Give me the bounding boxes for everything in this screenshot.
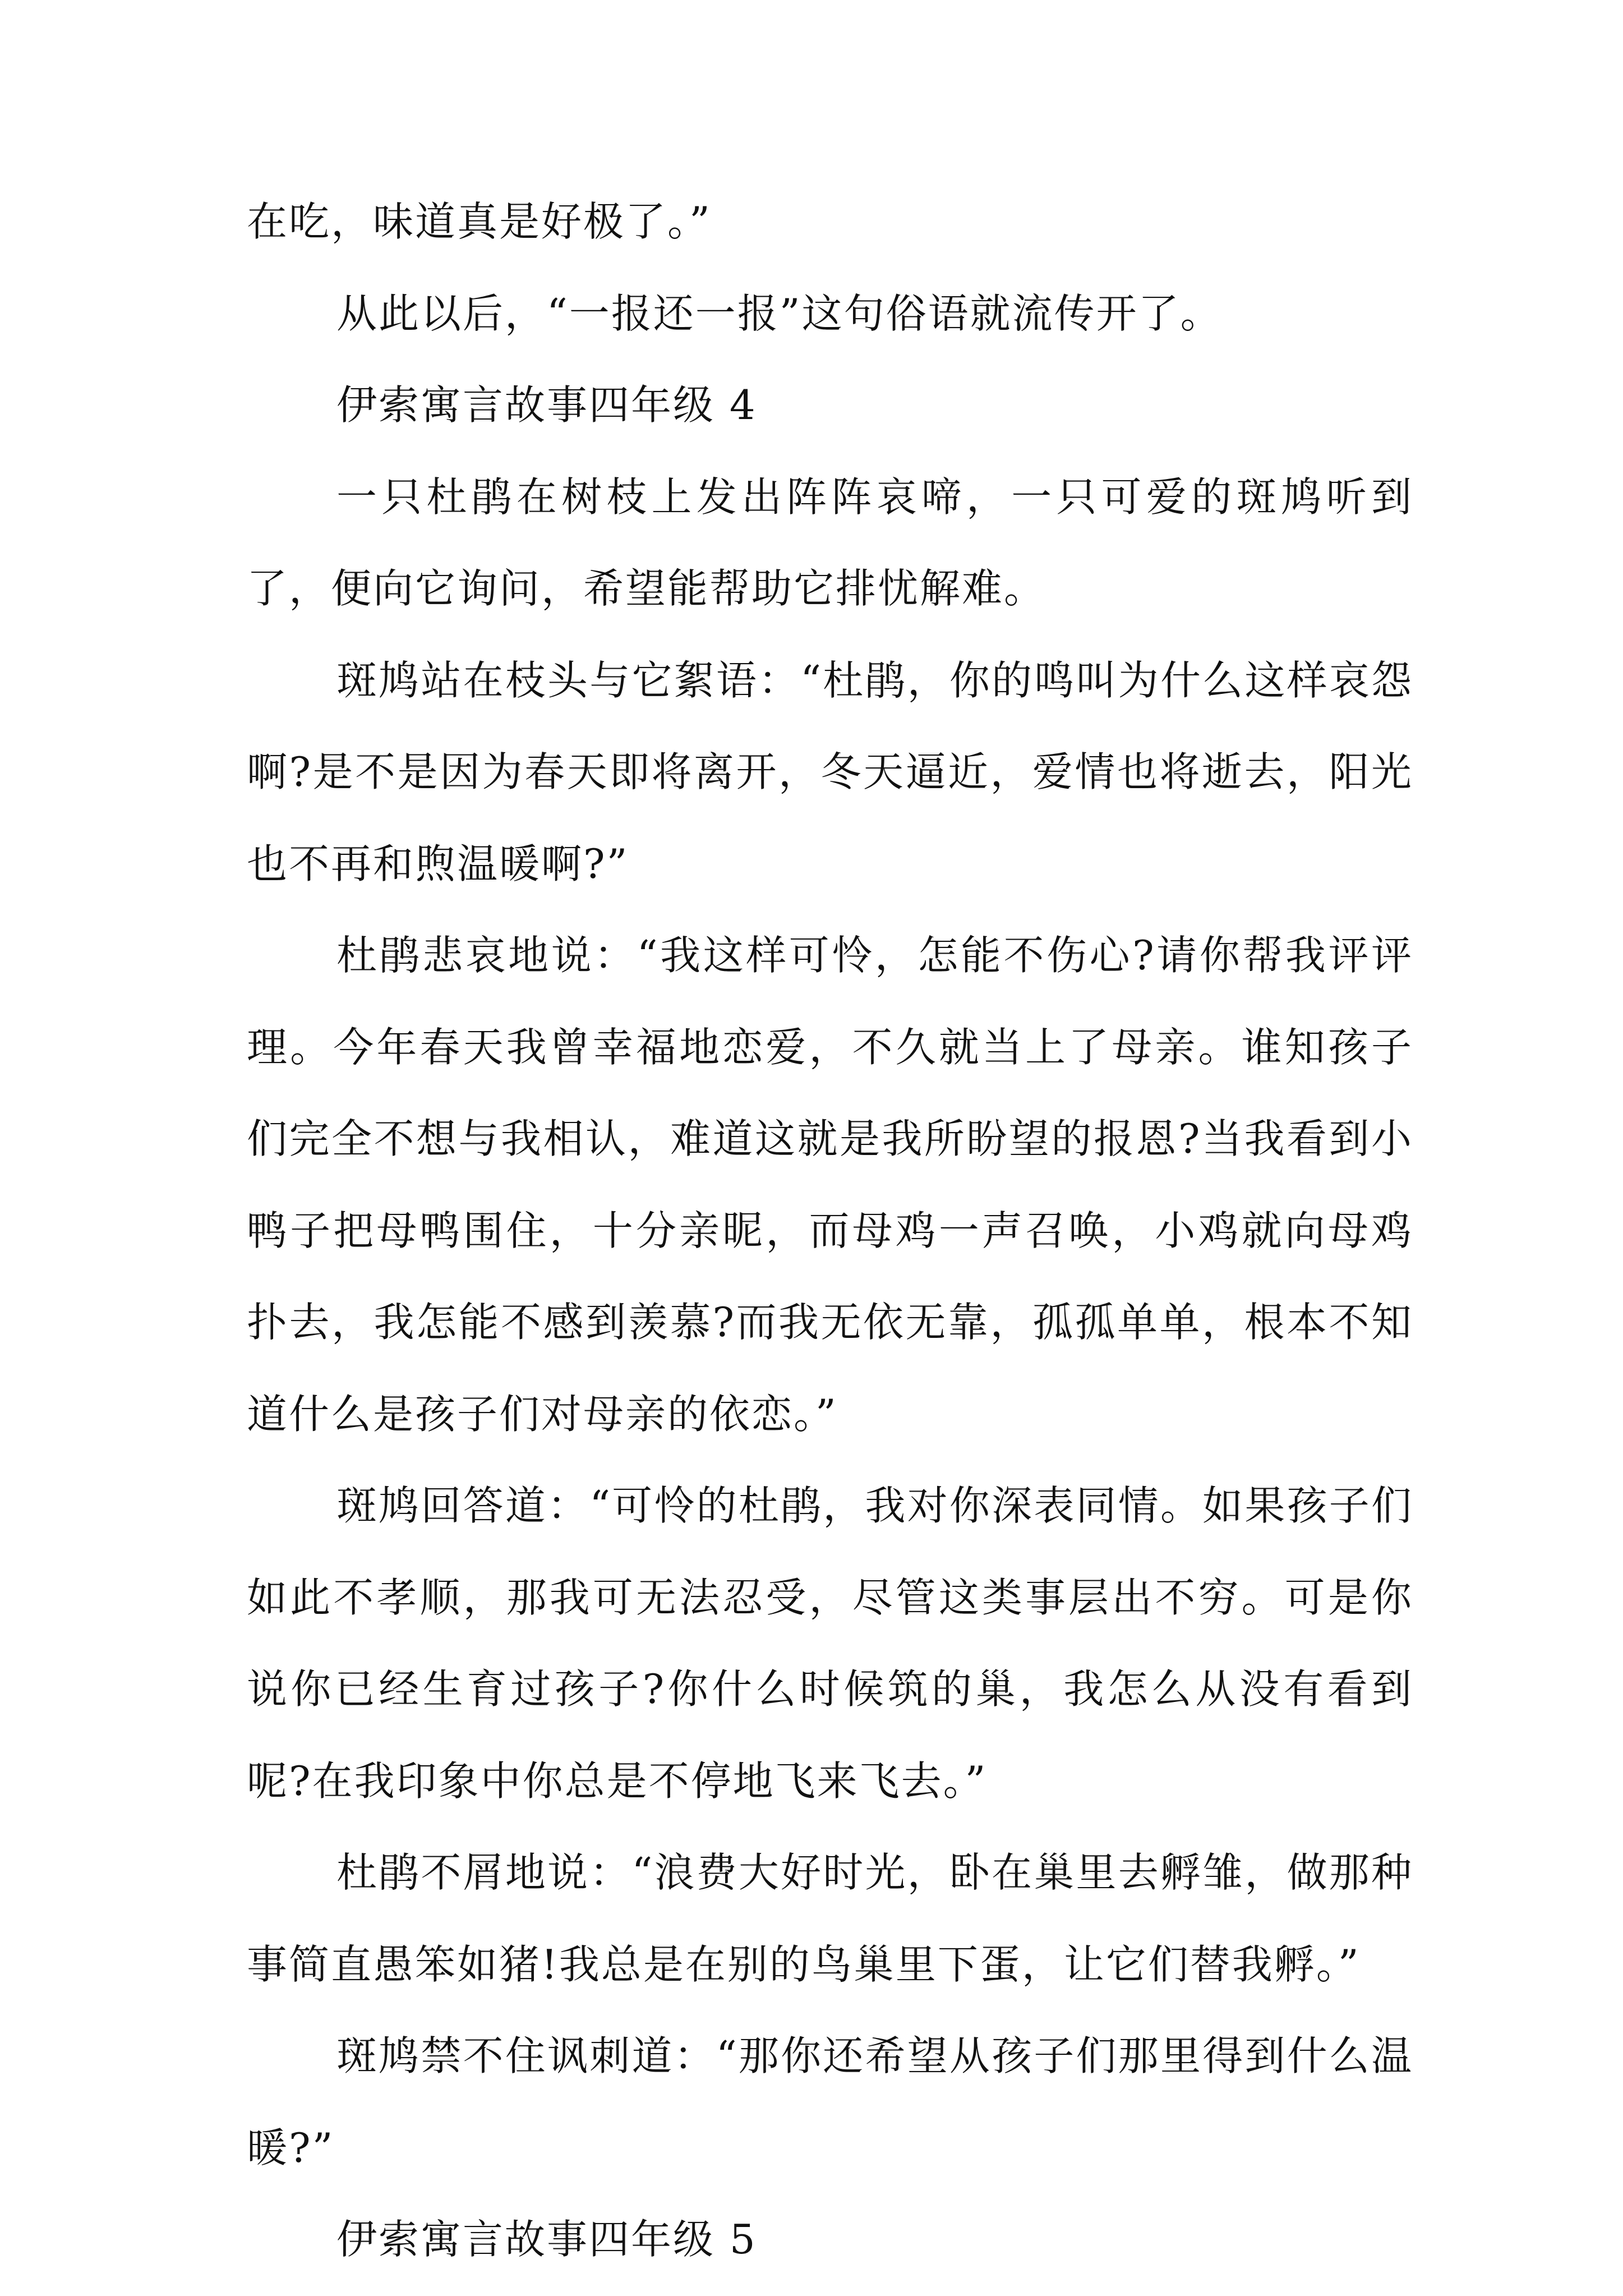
paragraph: 斑鸠回答道：“可怜的杜鹃，我对你深表同情。如果孩子们如此不孝顺，那我可无法忍受，尽管这类事层出不穷。可是你说你已经生育过孩子?你什么时候筑的巢，我怎么从没有看到呢?在我印象中你总是不停地飞来飞去。” bbox=[247, 1482, 1413, 1805]
section-heading: 伊索寓言故事四年级 5 bbox=[336, 2216, 757, 2263]
document-body bbox=[247, 176, 1413, 2286]
paragraph: 斑鸠站在枝头与它絮语：“杜鹃，你的鸣叫为什么这样哀怨啊?是不是因为春天即将离开，冬天逼近，爱情也将逝去，阳光也不再和煦温暖啊?” bbox=[247, 656, 1413, 887]
paragraph: 斑鸠禁不住讽刺道：“那你还希望从孩子们那里得到什么温暖?” bbox=[247, 2032, 1413, 2171]
paragraph: 杜鹃悲哀地说：“我这样可怜，怎能不伤心?请你帮我评评理。今年春天我曾幸福地恋爱，不久就当上了母亲。谁知孩子们完全不想与我相认，难道这就是我所盼望的报恩?当我看到小鸭子把母鸭围住，十分亲昵，而母鸡一声召唤，小鸡就向母鸡扑去，我怎能不感到羡慕?而我无依无靠，孤孤单单，根本不知道什么是孩子们对母亲的依恋。” bbox=[247, 932, 1413, 1438]
paragraph: 从此以后，“一报还一报”这句俗语就流传开了。 bbox=[336, 289, 1223, 337]
paragraph: 一只杜鹃在树枝上发出阵阵哀啼，一只可爱的斑鸠听到了，便向它询问，希望能帮助它排忧解难。 bbox=[247, 473, 1413, 612]
paragraph-continuation: 在吃，味道真是好极了。” bbox=[247, 198, 712, 245]
paragraph: 杜鹃不屑地说：“浪费大好时光，卧在巢里去孵雏，做那种事简直愚笨如猪!我总是在别的鸟巢里下蛋，让它们替我孵。” bbox=[247, 1849, 1413, 1988]
section-heading: 伊索寓言故事四年级 4 bbox=[336, 381, 757, 429]
